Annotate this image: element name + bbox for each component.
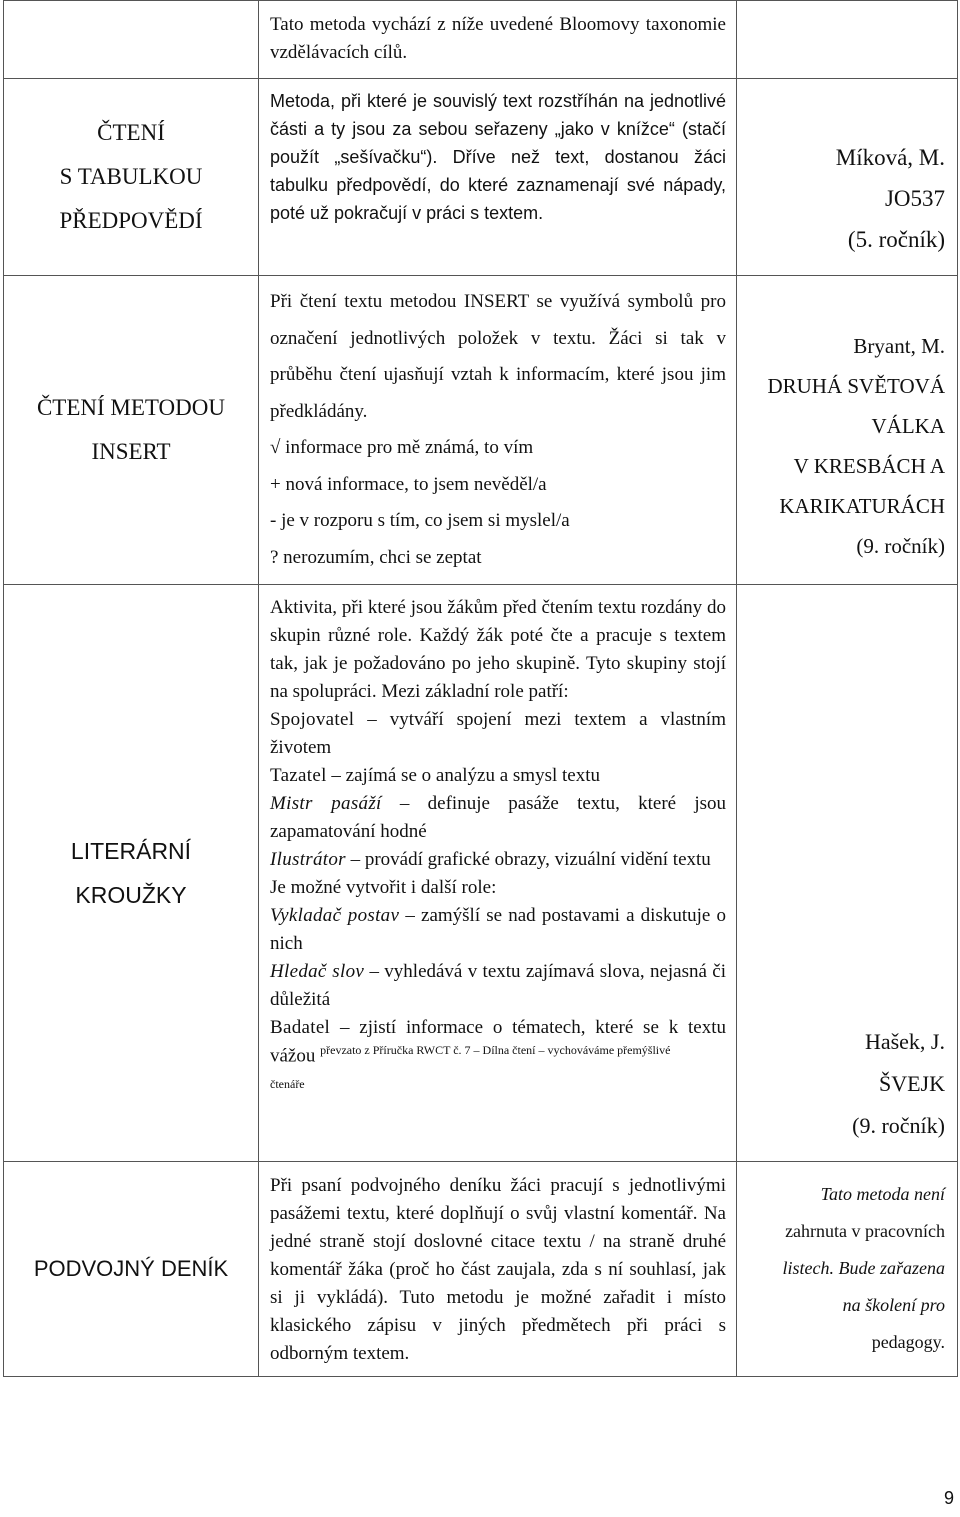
symbol-question: ? nerozumím, chci se zeptat	[270, 546, 482, 568]
role-text: – vytváří spojení mezi textem a vlastním životem	[270, 709, 726, 758]
method-title: S TABULKOU	[59, 164, 203, 189]
method-cell	[4, 1, 259, 79]
method-cell	[4, 1162, 259, 1377]
method-title: PODVOJNÝ DENÍK	[33, 1256, 229, 1281]
role-item	[270, 958, 726, 1014]
source-title: DRUHÁ SVĚTOVÁ	[767, 374, 945, 398]
description-cell	[259, 1, 737, 79]
description-text: Při čtení textu metodou INSERT se využívá symbolů pro označení jednotlivých položek v textu. Žáci si tak v průběhu čtení ujasňují vztah k informacím, které jsou jim předkládány.	[270, 291, 726, 422]
source-cell	[737, 585, 958, 1162]
method-title: KROUŽKY	[75, 882, 187, 908]
role-text: – zamýšlí se nad postavami a diskutuje o nich	[270, 905, 726, 954]
method-cell	[4, 79, 259, 276]
table-row	[4, 276, 958, 585]
source-author: Míková, M.	[835, 144, 945, 170]
source-grade: (9. ročník)	[852, 1113, 945, 1138]
role-item	[270, 706, 726, 762]
method-title: ČTENÍ	[97, 120, 165, 145]
source-grade: (5. ročník)	[847, 226, 945, 252]
symbol-conflict: - je v rozporu s tím, co jsem si myslel/a	[270, 510, 570, 531]
role-text: – zjistí informace o tématech, které se k textu vážou	[270, 1017, 727, 1067]
source-note-line: zahrnuta v pracovních	[785, 1221, 945, 1241]
source-note-line: pedagogy.	[871, 1332, 945, 1352]
role-text: – vyhledává v textu zajímavá slova, nejasná či důležitá	[270, 961, 726, 1010]
role-item	[270, 790, 726, 846]
source-title: ŠVEJK	[878, 1071, 945, 1096]
source-title: KARIKATURÁCH	[779, 494, 945, 518]
method-title: INSERT	[91, 439, 171, 464]
table-row	[4, 585, 958, 1162]
more-roles-text: Je možné vytvořit i další role:	[270, 877, 497, 898]
role-name: Vykladač postav	[270, 905, 400, 926]
source-note: čtenáře	[270, 1077, 305, 1092]
source-cell	[737, 1, 958, 79]
description-text: Metoda, při které je souvislý text rozstříhán na jednotlivé části a ty jsou za sebou seřazeny „jako v knížce“ (stačí použít „sešívačku“). Dříve než text, dostanou žáci tabulku předpovědí, do které zaznamenají své nápady, poté už pokračují v práci s textem.	[270, 91, 726, 223]
source-author: Bryant, M.	[853, 334, 945, 358]
source-cell	[737, 276, 958, 585]
source-note: převzato z Příručka RWCT č. 7 – Dílna čtení – vychováváme přemýšlivé	[320, 1043, 671, 1057]
description-text: Při psaní podvojného deníku žáci pracují s jednotlivými pasážemi textu, které doplňují o svůj vlastní komentář. Na jedné straně stojí doslovné citace textu / na straně druhé komentář žáka (proč ho část zaujala, zda s ní souhlasí, jak si ji vykládá). Tuto metodu je možné zařadit i místo klasického zápisu v jiných předmětech při práci s odborným textem.	[270, 1175, 726, 1364]
description-cell	[259, 276, 737, 585]
source-note-line: na školení pro	[842, 1295, 945, 1315]
description-cell	[259, 79, 737, 276]
method-title: LITERÁRNÍ	[70, 838, 192, 864]
methods-table	[3, 0, 958, 1377]
table-row	[4, 1, 958, 79]
description-text: Tato metoda vychází z níže uvedené Bloomovy taxonomie vzdělávacích cílů.	[270, 14, 726, 63]
role-name: Tazatel	[270, 765, 327, 786]
role-item	[270, 902, 726, 958]
source-cell	[737, 79, 958, 276]
method-cell	[4, 585, 259, 1162]
role-name: Mistr pasáží	[270, 793, 382, 814]
role-name: Spojovatel	[270, 709, 355, 730]
role-text: – zajímá se o analýzu a smysl textu	[331, 765, 600, 786]
source-grade: (9. ročník)	[856, 534, 945, 558]
method-cell	[4, 276, 259, 585]
description-cell	[259, 1162, 737, 1377]
role-name: Hledač slov	[270, 961, 365, 982]
source-note-line: Tato metoda není	[820, 1184, 945, 1204]
description-cell	[259, 585, 737, 1162]
symbol-known: √ informace pro mě známá, to vím	[270, 437, 534, 458]
source-title: JO537	[884, 185, 945, 211]
source-author: Hašek, J.	[864, 1029, 945, 1054]
method-title: PŘEDPOVĚDÍ	[59, 208, 203, 233]
role-item	[270, 762, 726, 790]
source-title: V KRESBÁCH A	[793, 454, 945, 478]
page-number: 9	[943, 1488, 954, 1508]
role-name: Ilustrátor	[270, 849, 346, 870]
description-text: Aktivita, při které jsou žákům před čtením textu rozdány do skupin různé role. Každý žák poté čte a pracuje s textem tak, jak je požadováno po jeho skupině. Tyto skupiny stojí na spolupráci. Mezi základní role patří:	[270, 597, 726, 702]
source-cell	[737, 1162, 958, 1377]
role-item	[270, 1014, 726, 1070]
role-text: – definuje pasáže textu, které jsou zapamatování hodné	[270, 793, 727, 842]
symbol-new: + nová informace, to jsem nevěděl/a	[270, 473, 547, 495]
table-row	[4, 79, 958, 276]
source-title: VÁLKA	[871, 414, 945, 438]
source-note-line: listech. Bude zařazena	[782, 1258, 945, 1278]
role-item	[270, 846, 726, 874]
method-title: ČTENÍ METODOU	[36, 395, 226, 420]
role-name: Badatel	[270, 1017, 331, 1038]
role-text: – provádí grafické obrazy, vizuální vidění textu	[350, 849, 711, 870]
table-row	[4, 1162, 958, 1377]
